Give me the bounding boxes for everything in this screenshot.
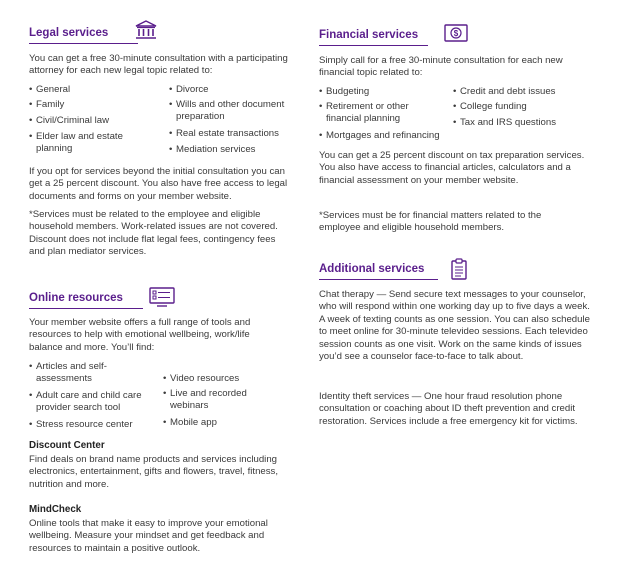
- mindcheck-text: Online tools that make it easy to improve your emotional wellbeing. Measure your mindset and get feedback and resources to maintain a positive outlook.: [29, 518, 268, 554]
- discount-center-title: Discount Center: [29, 440, 105, 451]
- legal-discount-text: If you opt for services beyond the initial consultation you can get a 25 percent discount. You also have free access to legal documents and forms on your member website.: [29, 166, 288, 202]
- svg-text:$: $: [453, 29, 459, 39]
- list-item: • College funding: [453, 101, 527, 112]
- financial-intro: Simply call for a free 30-minute consultation for each new financial topic related to:: [319, 55, 563, 79]
- financial-bullets: [319, 86, 601, 142]
- financial-discount-text: You can get a 25 percent discount on tax preparation services. You also have access to financial articles, calculators and a financial assessment on your member website.: [319, 150, 585, 186]
- list-item: • Divorce: [169, 84, 209, 95]
- list-item: • Family: [29, 99, 65, 110]
- list-item: • Real estate transactions: [169, 128, 279, 139]
- online-header: [29, 292, 143, 309]
- online-title: Online resources: [29, 292, 143, 309]
- list-item: • Stress resource center: [29, 419, 133, 430]
- chat-therapy-text: Chat therapy — Send secure text messages to your counselor, who will respond within one working day up to five days a week. A week of texting counts as one session. You can also schedule to meet online for 30-minute televideo sessions. Each televideo session counts as one visit. Work on the same kinds of issues you’d see a counselor face-to-face to talk about.: [319, 289, 590, 363]
- list-item: • Budgeting: [319, 86, 370, 97]
- clipboard-icon: [451, 258, 467, 280]
- list-item: • Live and recorded webinars: [163, 388, 247, 412]
- legal-intro: You can get a free 30-minute consultation with a participating attorney for each new legal topic related to:: [29, 53, 288, 77]
- legal-title: Legal services: [29, 27, 138, 44]
- list-item: • Video resources: [163, 373, 240, 384]
- list-item: • Elder law and estate planning: [29, 131, 123, 155]
- list-item: • Credit and debt issues: [453, 86, 556, 97]
- list-item: • Mortgages and refinancing: [319, 130, 440, 141]
- list-item: • General: [29, 84, 71, 95]
- bank-icon: [135, 20, 157, 40]
- list-item: • Articles and self-assessments: [29, 361, 107, 385]
- additional-title: Additional services: [319, 263, 438, 280]
- legal-header: [29, 27, 138, 44]
- additional-header: [319, 263, 438, 280]
- list-item: • Retirement or other financial planning: [319, 101, 409, 125]
- list-item: • Tax and IRS questions: [453, 117, 556, 128]
- financial-header: [319, 29, 428, 46]
- discount-center-text: Find deals on brand name products and services including electronics, entertainment, gifts and flowers, travel, fitness, nutrition and more.: [29, 454, 279, 490]
- legal-note: *Services must be related to the employee and eligible household members. Work-related issues are not covered. Discount does not include flat legal fees, contingency fees and plan mediator services.: [29, 209, 278, 258]
- identity-theft-text: Identity theft services — One hour fraud resolution phone consultation or coaching about ID theft prevention and credit restoration. Services include a free emergency kit for victims.: [319, 391, 578, 427]
- computer-checklist-icon: [149, 287, 175, 307]
- list-item: • Adult care and child care provider search tool: [29, 390, 142, 414]
- dollar-bill-icon: [444, 24, 468, 42]
- mindcheck-title: MindCheck: [29, 504, 82, 515]
- online-intro: Your member website offers a full range of tools and resources to help with emotional wellbeing, work/life balance and more. You’ll find:: [29, 317, 251, 353]
- online-bullets: [29, 361, 301, 437]
- list-item: • Mediation services: [169, 144, 256, 155]
- list-item: • Civil/Criminal law: [29, 115, 110, 126]
- list-item: • Mobile app: [163, 417, 217, 428]
- financial-title: Financial services: [319, 29, 428, 46]
- list-item: • Wills and other document preparation: [169, 99, 285, 123]
- financial-note: *Services must be for financial matters related to the employee and eligible household members.: [319, 210, 542, 234]
- legal-bullets: [29, 84, 301, 164]
